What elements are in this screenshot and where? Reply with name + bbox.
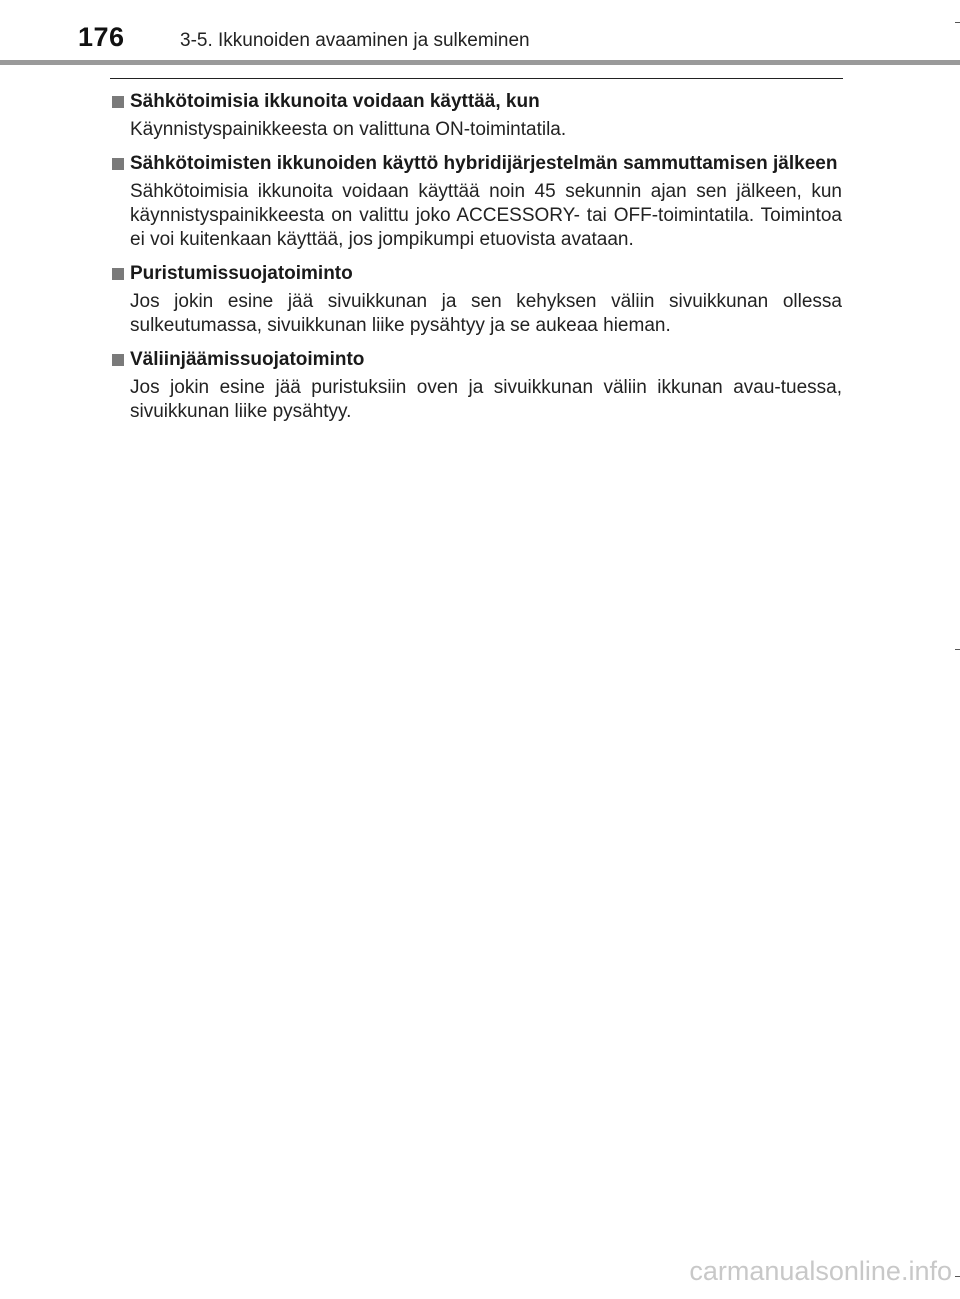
watermark: carmanualsonline.info <box>689 1256 952 1286</box>
square-bullet-icon <box>112 96 124 108</box>
section-heading <box>110 90 842 114</box>
section-heading-text: Sähkötoimisia ikkunoita voidaan käyttää, kun <box>130 91 540 112</box>
section-body: Jos jokin esine jää sivuikkunan ja sen kehyksen väliin sivuikkunan ollessa sulkeutumassa, sivuikkunan liike pysähtyy ja se aukeaa hieman. <box>130 291 842 336</box>
square-bullet-icon <box>112 354 124 366</box>
section-heading-text: Sähkötoimisten ikkunoiden käyttö hybridijärjestelmän sammuttamisen jälkeen <box>130 153 838 174</box>
crop-mark-top <box>955 22 960 23</box>
section-heading-text: Puristumissuojatoiminto <box>130 263 353 284</box>
content <box>110 90 842 434</box>
section-heading <box>110 262 842 286</box>
section-block <box>110 90 842 142</box>
section-heading <box>110 152 842 176</box>
square-bullet-icon <box>112 268 124 280</box>
section-block <box>110 262 842 338</box>
section-heading-text: Väliinjäämissuojatoiminto <box>130 349 365 370</box>
section-block <box>110 152 842 252</box>
content-rule <box>110 78 843 79</box>
crop-mark-middle <box>955 649 960 650</box>
header-rule <box>0 60 960 65</box>
section-heading <box>110 348 842 372</box>
section-body: Jos jokin esine jää puristuksiin oven ja sivuikkunan väliin ikkunan avau-tuessa, sivuikkunan liike pysähtyy. <box>130 377 842 422</box>
square-bullet-icon <box>112 158 124 170</box>
section-body: Sähkötoimisia ikkunoita voidaan käyttää noin 45 sekunnin ajan sen jälkeen, kun käynnistyspainikkeesta on valittu joko ACCESSORY- tai OFF-toimintatila. Toimintoa ei voi kuitenkaan käyttää, jos jompikumpi etuovista avataan. <box>130 181 842 250</box>
section-block <box>110 348 842 424</box>
crop-mark-bottom <box>955 1276 960 1277</box>
section-title: 3-5. Ikkunoiden avaaminen ja sulkeminen <box>180 30 530 51</box>
page-number: 176 <box>78 22 125 52</box>
section-body: Käynnistyspainikkeesta on valittuna ON-toimintatila. <box>130 119 567 140</box>
